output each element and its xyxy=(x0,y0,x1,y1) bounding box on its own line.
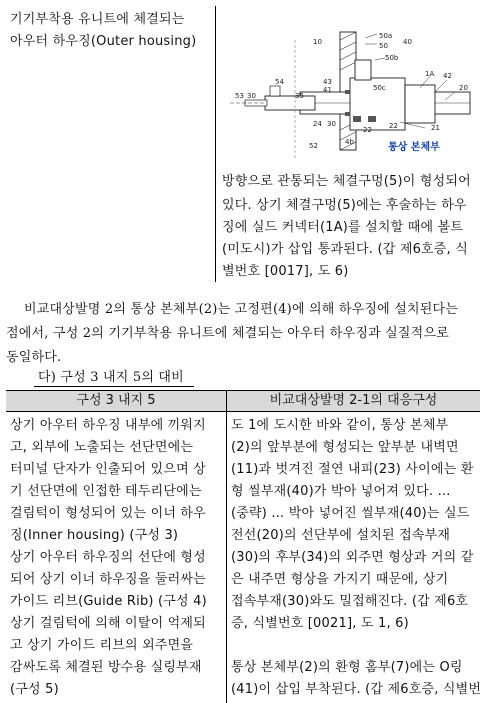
section-title: 다) 구성 3 내지 5의 대비 xyxy=(38,370,184,385)
column-divider-top xyxy=(215,6,216,282)
fig-label-30b: 30 xyxy=(327,120,336,128)
right-line: (30)의 후부(34)의 외주면 형상과 거의 같 xyxy=(231,550,474,565)
right-text-line-4: (미도시)가 삽입 통과된다. (갑 제6호증, 식 xyxy=(222,242,468,257)
right-line: 통상 본체부(2)의 환형 홈부(7)에는 O링 xyxy=(231,660,463,675)
fig-label-22: 22 xyxy=(363,126,372,134)
left-line: 기 선단면에 인접한 테두리단에는 xyxy=(10,484,202,499)
right-text-line-2: 있다. 상기 체결구멍(5)에는 후술하는 하우 xyxy=(222,198,467,213)
paragraph-line-2: 점에서, 구성 2의 기기부착용 유니트에 체결되는 아우터 하우징과 실질적으로 xyxy=(6,326,449,341)
left-line: 터미널 단자가 인출되어 있으며 상 xyxy=(10,462,206,477)
fig-label-41: 41 xyxy=(323,86,332,94)
fig-label-53: 53 xyxy=(235,92,244,100)
right-text-line-3: 징에 실드 커넥터(1A)를 설치할 때에 볼트 xyxy=(222,220,464,235)
fig-label-52: 52 xyxy=(309,142,318,150)
right-line: (11)과 벗겨진 절연 내피(23) 사이에는 환 xyxy=(231,462,474,477)
right-line: 은 내주면 형상을 가지기 때문에, 상기 xyxy=(231,572,449,587)
fig-label-43: 43 xyxy=(323,78,332,86)
right-line: (중략) ... 박아 넣어진 씰부재(40)는 실드 xyxy=(231,506,470,521)
left-line: 가이드 리브(Guide Rib) (구성 4) xyxy=(10,594,207,609)
left-line: 감싸도록 체결된 방수용 실링부재 xyxy=(10,660,202,675)
fig-label-20: 20 xyxy=(459,84,468,92)
top-left-line-2: 아우터 하우징(Outer housing) xyxy=(10,34,197,49)
fig-label-35: 35 xyxy=(295,92,304,100)
right-line: 전선(20)의 선단부에 설치된 접속부재 xyxy=(231,528,451,543)
fig-label-40: 40 xyxy=(403,38,412,46)
left-line: 상기 걸림턱에 의해 이탈이 억제되 xyxy=(10,616,206,631)
fig-label-10: 10 xyxy=(313,38,322,46)
fig-label-50b: 50b xyxy=(385,54,399,62)
right-line: 접속부재(30)와도 밀접해진다. (갑 제6호 xyxy=(231,594,469,609)
table-header-border xyxy=(6,411,480,412)
right-line: (2)의 앞부분에 형성되는 앞부분 내벽면 xyxy=(231,440,459,455)
figure-caption: 통상 본체부 xyxy=(388,142,440,153)
left-line: 상기 아우터 하우징의 선단에 형성 xyxy=(10,550,206,565)
table-header-right: 비교대상발명 2-1의 대응구성 xyxy=(269,393,438,408)
right-line: 도 1에 도시한 바와 같이, 통상 본체부 xyxy=(231,418,449,433)
fig-label-30: 30 xyxy=(247,92,256,100)
left-line: 고 상기 가이드 리브의 외주면을 xyxy=(10,638,194,653)
left-line: (구성 5) xyxy=(10,682,59,697)
left-line: 걸림턱이 형성되어 있는 이너 하우 xyxy=(10,506,206,521)
left-line: 징(Inner housing) (구성 3) xyxy=(10,528,179,543)
fig-label-4b: 4b xyxy=(345,138,354,146)
table-column-divider xyxy=(226,390,227,703)
right-text-line-1: 방향으로 관통되는 체결구멍(5)이 형성되어 xyxy=(222,174,471,189)
left-line: 되어 상기 이너 하우징을 둘러싸는 xyxy=(10,572,206,587)
fig-label-21: 21 xyxy=(431,124,440,132)
right-line: (41)이 삽입 부착된다. (갑 제6호증, 식별번 xyxy=(231,682,482,697)
fig-label-24: 24 xyxy=(313,120,322,128)
fig-label-50a: 50a xyxy=(379,32,393,40)
section-title-underline xyxy=(34,386,194,387)
fig-label-54: 54 xyxy=(275,78,284,86)
left-line: 상기 아우터 하우징 내부에 끼워지 xyxy=(10,418,206,433)
fig-label-1a: 1A xyxy=(425,70,435,78)
right-line: 증, 식별번호 [0021], 도 1, 6) xyxy=(231,616,409,631)
paragraph-line-1: 비교대상발명 2의 통상 본체부(2)는 고정편(4)에 의해 하우징에 설치된다는 xyxy=(24,302,459,317)
top-left-line-1: 기기부착용 유니트에 체결되는 xyxy=(10,12,185,27)
fig-label-50: 50 xyxy=(379,42,388,50)
left-line: 고, 외부에 노출되는 선단면에는 xyxy=(10,440,194,455)
right-text-line-5: 별번호 [0017], 도 6) xyxy=(222,264,349,279)
fig-label-22b: 22 xyxy=(389,122,398,130)
paragraph-line-3: 동일하다. xyxy=(6,350,62,365)
fig-label-50c: 50c xyxy=(373,84,386,92)
right-line: 형 씰부재(40)가 박아 넣어져 있다. ... xyxy=(231,484,451,499)
table-header-left: 구성 3 내지 5 xyxy=(76,393,156,408)
fig-label-42: 42 xyxy=(443,72,452,80)
